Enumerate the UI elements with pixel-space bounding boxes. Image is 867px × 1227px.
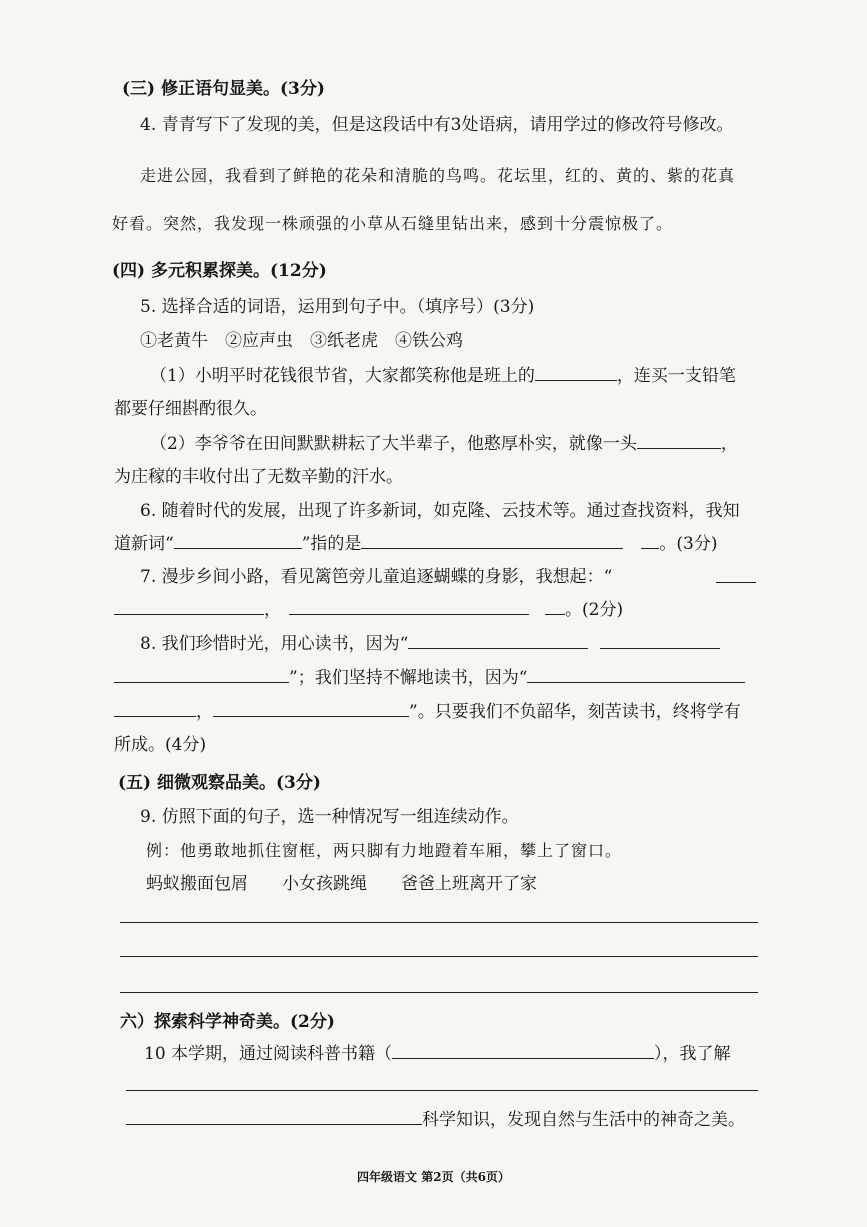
question-6-text-d: 。(3分) (659, 534, 718, 554)
question-10-text-a: 10 本学期，通过阅读科普书籍（ (144, 1044, 393, 1064)
passage-line-1: 走进公园，我看到了鲜艳的花朵和清脆的鸟鸣。花坛里，红的、黄的、紫的花真 (140, 166, 736, 185)
question-5-1-cont: 都要仔细斟酌很久。 (114, 399, 267, 419)
answer-line-9-1[interactable] (120, 922, 758, 923)
question-5-2-text-a: （2）李爷爷在田间默默耕耘了大半辈子，他憨厚朴实，就像一头 (150, 434, 637, 454)
answer-blank-8-d[interactable] (527, 666, 745, 683)
question-8-text-d: ”。只要我们不负韶华，刻苦读书，终将学有 (409, 702, 741, 722)
question-5-1-text-b: ，连买一支铅笔 (616, 366, 736, 386)
question-6-text-b: 道新词“ (114, 534, 174, 554)
question-6-cont (114, 532, 718, 555)
question-7-text-c: 。(2分) (565, 600, 624, 620)
question-5-2-cont: 为庄稼的丰收付出了无数辛勤的汗水。 (114, 467, 403, 487)
section-6-heading: 六）探索科学神奇美。(2分) (120, 1012, 335, 1032)
answer-line-10-1[interactable] (126, 1090, 758, 1091)
question-5-2 (150, 432, 738, 455)
answer-blank-6-word[interactable] (174, 532, 302, 549)
question-7-cont (114, 598, 623, 621)
question-8-text-b: ”；我们坚持不懈地读书，因为“ (289, 668, 528, 688)
question-10-text-b: ），我了解 (654, 1044, 731, 1064)
section-3-heading: (三) 修正语句显美。(3分) (122, 79, 325, 99)
question-5: 5. 选择合适的词语，运用到句子中。（填序号）(3分) (140, 297, 535, 317)
answer-blank-5-1[interactable] (535, 364, 617, 381)
question-10-text-c: 科学知识，发现自然与生活中的神奇之美。 (422, 1110, 745, 1130)
question-7-text-b: ， (264, 600, 281, 620)
question-5-options: ①老黄牛 ②应声虫 ③纸老虎 ④铁公鸡 (140, 331, 463, 351)
question-8-text-a: 8. 我们珍惜时光，用心读书，因为“ (140, 634, 409, 654)
page-footer: 四年级语文 第2页（共6页） (357, 1170, 510, 1184)
answer-blank-8-a[interactable] (408, 632, 588, 649)
question-5-2-text-b: ， (720, 434, 738, 454)
question-6-text-c: ”指的是 (301, 534, 362, 554)
answer-blank-7-tail[interactable] (545, 598, 565, 615)
question-7: 7. 漫步乡间小路，看见篱笆旁儿童追逐蝴蝶的身影，我想起：“ (140, 567, 613, 587)
question-8-text-c: ， (196, 702, 213, 722)
answer-line-9-3[interactable] (120, 992, 758, 993)
answer-blank-10-book[interactable] (392, 1042, 654, 1059)
question-5-1 (150, 364, 736, 387)
section-5-heading: (五) 细微观察品美。(3分) (118, 773, 321, 793)
question-5-1-text-a: （1）小明平时花钱很节省，大家都笑称他是班上的 (150, 366, 535, 386)
answer-blank-8-c[interactable] (114, 666, 289, 683)
answer-blank-7-a[interactable] (114, 598, 264, 615)
answer-blank-6-tail[interactable] (641, 532, 659, 549)
passage-line-2: 好看。突然，我发现一株顽强的小草从石缝里钻出来，感到十分震惊极了。 (112, 214, 674, 233)
question-6: 6. 随着时代的发展，出现了许多新词，如克隆、云技术等。通过查找资料，我知 (140, 501, 740, 521)
answer-blank-5-2[interactable] (637, 432, 721, 449)
answer-blank-8-b[interactable] (600, 632, 720, 649)
answer-blank-10-knowledge[interactable] (126, 1108, 422, 1125)
question-9-example: 例：他勇敢地抓住窗框，两只脚有力地蹬着车厢，攀上了窗口。 (146, 841, 623, 860)
answer-blank-7-start[interactable] (716, 566, 756, 583)
answer-blank-7-b[interactable] (289, 598, 529, 615)
question-9: 9. 仿照下面的句子，选一种情况写一组连续动作。 (140, 807, 519, 827)
question-8-cont (114, 666, 745, 689)
answer-blank-8-f[interactable] (213, 700, 409, 717)
question-8-cont-3: 所成。(4分) (114, 735, 207, 755)
question-10 (144, 1042, 731, 1065)
section-4-heading: (四) 多元积累探美。(12分) (112, 261, 327, 281)
answer-blank-8-e[interactable] (114, 700, 196, 717)
answer-line-9-2[interactable] (120, 956, 758, 957)
answer-blank-6-meaning[interactable] (361, 532, 623, 549)
question-8-cont-2 (114, 700, 741, 723)
question-10-cont (126, 1108, 745, 1131)
question-9-choices: 蚂蚁搬面包屑 小女孩跳绳 爸爸上班离开了家 (146, 874, 537, 894)
question-4: 4. 青青写下了发现的美，但是这段话中有3处语病，请用学过的修改符号修改。 (140, 115, 734, 135)
question-8 (140, 632, 720, 655)
